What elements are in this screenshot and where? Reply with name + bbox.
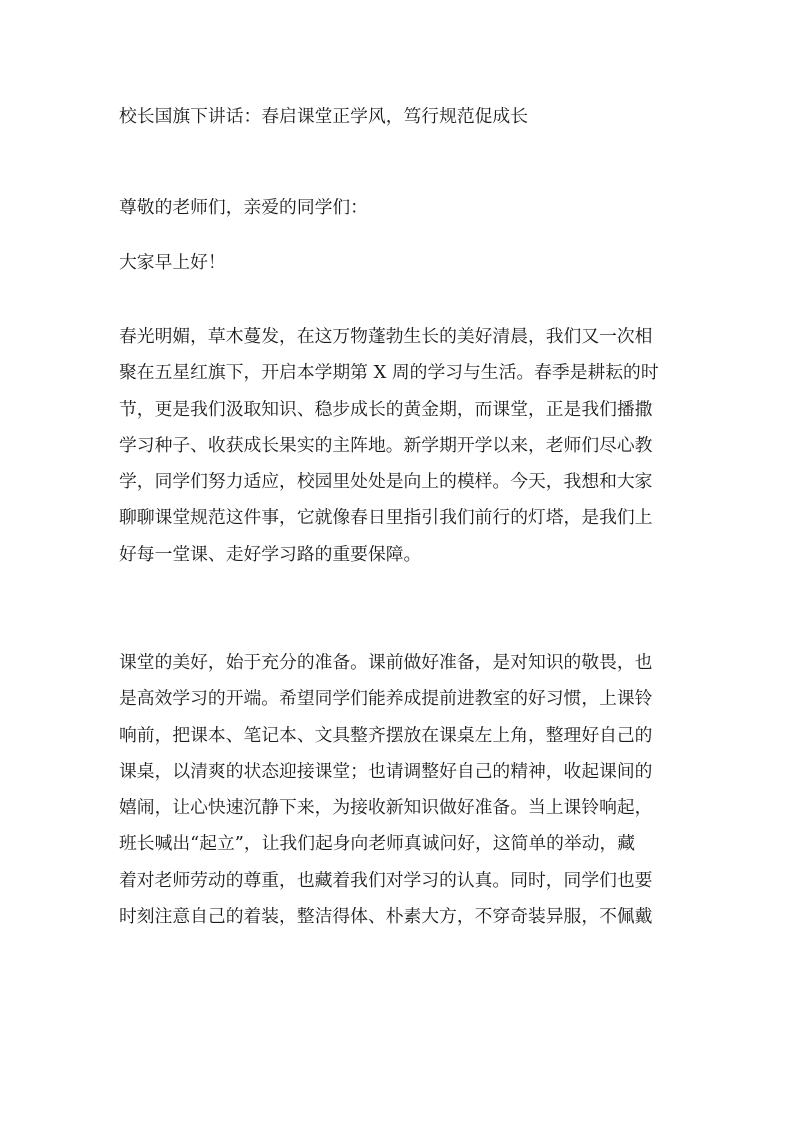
paragraph-line: 班长喊出“起立”，让我们起身向老师真诚问好，这简单的举动，藏 [119,833,636,855]
paragraph-line: 学，同学们努力适应，校园里处处是向上的模样。今天，我想和大家 [119,471,653,493]
paragraph-line: 好每一堂课、走好学习路的重要保障。 [119,543,422,565]
paragraph-2 [119,645,675,935]
paragraph-line: 学习种子、收获成长果实的主阵地。新学期开学以来，老师们尽心教 [119,434,653,456]
speech-title: 校长国旗下讲话：春启课堂正学风，笃行规范促成长 [119,106,528,127]
paragraph-line: 是高效学习的开端。希望同学们能养成提前进教室的好习惯，上课铃 [119,688,653,710]
paragraph-line: 课堂的美好，始于充分的准备。课前做好准备，是对知识的敬畏，也 [119,652,653,673]
paragraph-line: 响前，把课本、笔记本、文具整齐摆放在课桌左上角，整理好自己的 [119,724,653,746]
greeting: 大家早上好！ [119,252,226,273]
paragraph-line: 聊聊课堂规范这件事，它就像春日里指引我们前行的灯塔，是我们上 [119,507,653,529]
paragraph-line: 嬉闹，让心快速沉静下来，为接收新知识做好准备。当上课铃响起， [119,797,653,819]
salutation: 尊敬的老师们，亲爱的同学们： [119,197,368,218]
paragraph-line: 聚在五星红旗下，开启本学期第 X 周的学习与生活。春季是耕耘的时 [119,362,659,384]
paragraph-line: 着对老师劳动的尊重，也藏着我们对学习的认真。同时，同学们也要 [119,869,653,891]
paragraph-line: 时刻注意自己的着装，整洁得体、朴素大方，不穿奇装异服，不佩戴 [119,906,653,928]
paragraph-line: 课桌，以清爽的状态迎接课堂；也请调整好自己的精神，收起课间的 [119,760,653,782]
paragraph-line: 节，更是我们汲取知识、稳步成长的黄金期，而课堂，正是我们播撒 [119,398,653,420]
paragraph-line: 春光明媚，草木蔓发，在这万物蓬勃生长的美好清晨，我们又一次相 [119,326,653,347]
paragraph-1 [119,319,675,573]
